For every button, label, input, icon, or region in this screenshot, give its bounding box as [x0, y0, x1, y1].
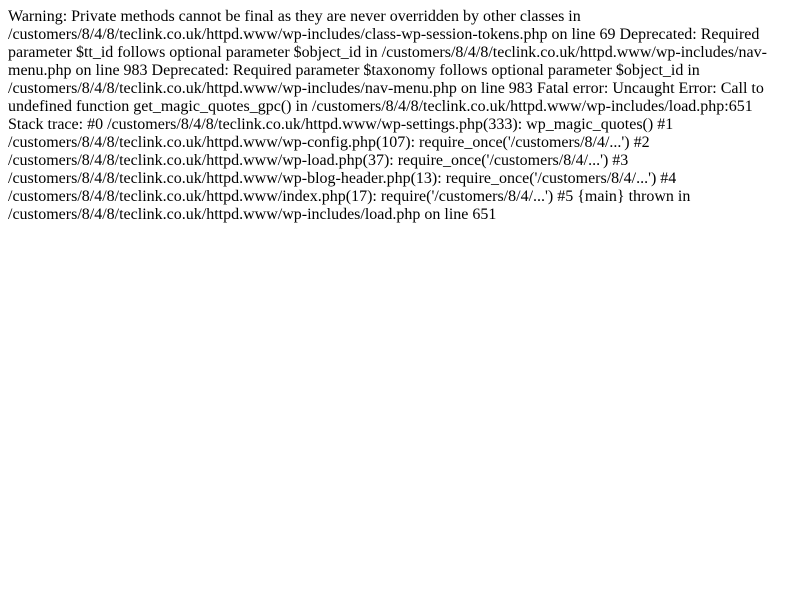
warning-message: Warning: Private methods cannot be final as they are never overridden by other classes in /customers/8/4/8/teclink.co.uk/httpd.www/wp-includes/class-wp-session-tokens.php on line 69 — [8, 8, 616, 43]
fatal-error-message: Fatal error: Uncaught Error: Call to undefined function get_magic_quotes_gpc() in /customers/8/4/8/teclink.co.uk/httpd.www/wp-includes/load.php:651 Stack trace: #0 /customers/8/4/8/teclink.co.uk/httpd.www/wp-settings.php(333): wp_magic_quotes() #1 /customers/8/4/8/teclink.co.uk/httpd.www/wp-config.php(107): require_once('/customers/8/4/...') #2 /customers/8/4/8/teclink.co.uk/httpd.www/wp-load.php(37): require_once('/customers/8/4/...') #3 /customers/8/4/8/teclink.co.uk/httpd.www/wp-blog-header.php(13): require_once('/customers/8/4/...') #4 /customers/8/4/8/teclink.co.uk/httpd.www/index.php(17): require('/customers/8/4/...') #5 {main} thrown in /customers/8/4/8/teclink.co.uk/httpd.www/wp-includes/load.php on line 651 — [8, 80, 764, 223]
deprecated-message-tt-id: Deprecated: Required parameter $tt_id follows optional parameter $object_id in /customers/8/4/8/teclink.co.uk/httpd.www/wp-includes/nav-menu.php on line 983 — [8, 26, 767, 79]
deprecated-message-taxonomy: Deprecated: Required parameter $taxonomy follows optional parameter $object_id in /customers/8/4/8/teclink.co.uk/httpd.www/wp-includes/nav-menu.php on line 983 — [8, 62, 700, 97]
php-error-output — [8, 8, 792, 224]
